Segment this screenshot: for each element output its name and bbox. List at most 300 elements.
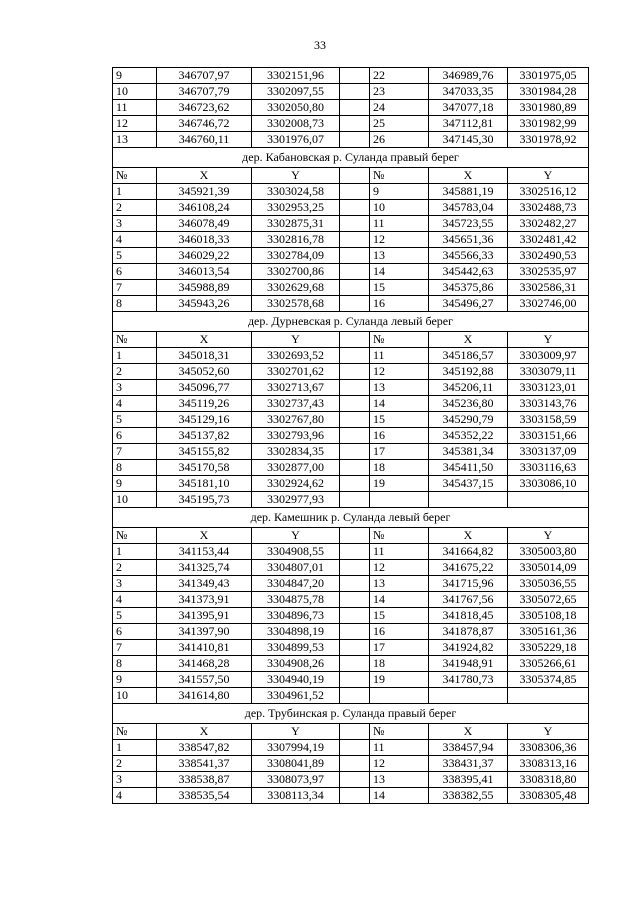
y-coordinate: 3305229,18	[508, 640, 589, 656]
x-coordinate: 345206,11	[429, 380, 508, 396]
x-coordinate: 341349,43	[157, 576, 252, 592]
point-number: 9	[113, 672, 157, 688]
y-coordinate: 3302578,68	[252, 296, 340, 312]
y-coordinate: 3302746,00	[508, 296, 589, 312]
x-coordinate: 341715,96	[429, 576, 508, 592]
x-coordinate: 346018,33	[157, 232, 252, 248]
table-row	[113, 444, 589, 460]
y-coordinate: 3308305,48	[508, 788, 589, 804]
table-row	[113, 788, 589, 804]
y-coordinate: 3305161,36	[508, 624, 589, 640]
table-row	[113, 116, 589, 132]
point-number: 7	[113, 280, 157, 296]
x-coordinate: 341325,74	[157, 560, 252, 576]
column-header-x: X	[429, 724, 508, 740]
spacer-cell	[340, 756, 370, 772]
section-title: дер. Камешник р. Суланда левый берег	[113, 508, 589, 528]
spacer-cell	[340, 216, 370, 232]
spacer-cell	[340, 280, 370, 296]
section-title: дер. Трубинская р. Суланда правый берег	[113, 704, 589, 724]
point-number: 1	[113, 544, 157, 560]
column-header-x: X	[429, 528, 508, 544]
y-coordinate: 3302535,97	[508, 264, 589, 280]
point-number: 3	[113, 216, 157, 232]
y-coordinate: 3303137,09	[508, 444, 589, 460]
y-coordinate: 3302050,80	[252, 100, 340, 116]
x-coordinate: 345119,26	[157, 396, 252, 412]
x-coordinate: 345442,63	[429, 264, 508, 280]
y-coordinate: 3302737,43	[252, 396, 340, 412]
table-row	[113, 296, 589, 312]
point-number: 18	[370, 656, 429, 672]
point-number: 12	[370, 560, 429, 576]
table-row	[113, 608, 589, 624]
y-coordinate: 3308041,89	[252, 756, 340, 772]
point-number: 14	[370, 396, 429, 412]
spacer-cell	[340, 688, 370, 704]
spacer-cell	[340, 132, 370, 148]
spacer-cell	[340, 544, 370, 560]
header-row	[113, 332, 589, 348]
point-number: 11	[113, 100, 157, 116]
x-coordinate: 346707,97	[157, 68, 252, 84]
column-header-x: X	[429, 168, 508, 184]
x-coordinate: 338395,41	[429, 772, 508, 788]
point-number: 12	[370, 364, 429, 380]
point-number: 23	[370, 84, 429, 100]
y-coordinate: 3302793,96	[252, 428, 340, 444]
point-number: 3	[113, 380, 157, 396]
page-number: 33	[314, 38, 326, 52]
table-row	[113, 216, 589, 232]
point-number: 3	[113, 576, 157, 592]
point-number: 8	[113, 656, 157, 672]
column-header-x: X	[157, 528, 252, 544]
spacer-cell	[340, 608, 370, 624]
spacer-cell	[340, 200, 370, 216]
x-coordinate: 345881,19	[429, 184, 508, 200]
y-coordinate: 3302693,52	[252, 348, 340, 364]
point-number: 6	[113, 624, 157, 640]
x-coordinate: 346029,22	[157, 248, 252, 264]
point-number: 14	[370, 592, 429, 608]
table-row	[113, 428, 589, 444]
column-header-number: №	[370, 332, 429, 348]
table-row	[113, 132, 589, 148]
point-number: 10	[113, 492, 157, 508]
y-coordinate: 3304875,78	[252, 592, 340, 608]
point-number: 11	[370, 348, 429, 364]
spacer-cell	[340, 640, 370, 656]
y-coordinate: 3304899,53	[252, 640, 340, 656]
column-header-number: №	[370, 724, 429, 740]
spacer-cell	[340, 68, 370, 84]
spacer-cell	[340, 332, 370, 348]
point-number: 13	[370, 380, 429, 396]
x-coordinate: 345137,82	[157, 428, 252, 444]
point-number: 5	[113, 248, 157, 264]
y-coordinate: 3302151,96	[252, 68, 340, 84]
x-coordinate: 345566,33	[429, 248, 508, 264]
spacer-cell	[340, 380, 370, 396]
point-number: 4	[113, 592, 157, 608]
y-coordinate: 3308318,80	[508, 772, 589, 788]
x-coordinate: 338382,55	[429, 788, 508, 804]
column-header-number: №	[113, 332, 157, 348]
y-coordinate: 3302586,31	[508, 280, 589, 296]
point-number: 9	[113, 476, 157, 492]
column-header-number: №	[113, 168, 157, 184]
point-number: 12	[113, 116, 157, 132]
table-row	[113, 200, 589, 216]
y-coordinate: 3307994,19	[252, 740, 340, 756]
table-row	[113, 348, 589, 364]
x-coordinate: 338547,82	[157, 740, 252, 756]
header-row	[113, 724, 589, 740]
point-number: 11	[370, 544, 429, 560]
point-number: 7	[113, 444, 157, 460]
column-header-number: №	[370, 168, 429, 184]
x-coordinate: 345988,89	[157, 280, 252, 296]
table-row	[113, 84, 589, 100]
table-row	[113, 560, 589, 576]
x-coordinate: 338535,54	[157, 788, 252, 804]
header-row	[113, 168, 589, 184]
y-coordinate: 3302816,78	[252, 232, 340, 248]
x-coordinate: 345290,79	[429, 412, 508, 428]
table-row	[113, 232, 589, 248]
table-row	[113, 592, 589, 608]
x-coordinate: 345783,04	[429, 200, 508, 216]
y-coordinate: 3304896,73	[252, 608, 340, 624]
section-title: дер. Дурневская р. Суланда левый берег	[113, 312, 589, 332]
x-coordinate: 341878,87	[429, 624, 508, 640]
y-coordinate: 3302097,55	[252, 84, 340, 100]
column-header-x: X	[157, 724, 252, 740]
y-coordinate: 3305014,09	[508, 560, 589, 576]
spacer-cell	[340, 184, 370, 200]
y-coordinate: 3304847,20	[252, 576, 340, 592]
header-row	[113, 528, 589, 544]
y-coordinate: 3308073,97	[252, 772, 340, 788]
section-title: дер. Кабановская р. Суланда правый берег	[113, 148, 589, 168]
point-number: 22	[370, 68, 429, 84]
x-coordinate: 345723,55	[429, 216, 508, 232]
spacer-cell	[340, 672, 370, 688]
point-number: 5	[113, 412, 157, 428]
y-coordinate: 3304940,19	[252, 672, 340, 688]
point-number: 12	[370, 756, 429, 772]
table-row	[113, 380, 589, 396]
x-coordinate: 347033,35	[429, 84, 508, 100]
y-coordinate: 3302516,12	[508, 184, 589, 200]
y-coordinate: 3304908,55	[252, 544, 340, 560]
point-number: 6	[113, 264, 157, 280]
table-row	[113, 656, 589, 672]
y-coordinate: 3308113,34	[252, 788, 340, 804]
x-coordinate: 345018,31	[157, 348, 252, 364]
point-number: 3	[113, 772, 157, 788]
x-coordinate: 345381,34	[429, 444, 508, 460]
point-number: 13	[113, 132, 157, 148]
x-coordinate: 346746,72	[157, 116, 252, 132]
point-number: 2	[113, 200, 157, 216]
y-coordinate	[508, 492, 589, 508]
table-row	[113, 460, 589, 476]
spacer-cell	[340, 100, 370, 116]
x-coordinate: 345186,57	[429, 348, 508, 364]
y-coordinate: 3305003,80	[508, 544, 589, 560]
x-coordinate: 345352,22	[429, 428, 508, 444]
spacer-cell	[340, 788, 370, 804]
spacer-cell	[340, 772, 370, 788]
table-row	[113, 364, 589, 380]
y-coordinate: 3302875,31	[252, 216, 340, 232]
table-row	[113, 576, 589, 592]
x-coordinate	[429, 688, 508, 704]
x-coordinate: 345052,60	[157, 364, 252, 380]
point-number: 4	[113, 232, 157, 248]
point-number: 14	[370, 788, 429, 804]
section-title-row	[113, 508, 589, 528]
point-number: 4	[113, 396, 157, 412]
table-row	[113, 672, 589, 688]
spacer-cell	[340, 248, 370, 264]
point-number: 5	[113, 608, 157, 624]
column-header-y: Y	[508, 332, 589, 348]
table-row	[113, 476, 589, 492]
point-number: 17	[370, 444, 429, 460]
point-number: 11	[370, 216, 429, 232]
column-header-y: Y	[508, 724, 589, 740]
point-number: 1	[113, 184, 157, 200]
y-coordinate: 3303024,58	[252, 184, 340, 200]
y-coordinate: 3302953,25	[252, 200, 340, 216]
point-number: 2	[113, 560, 157, 576]
y-coordinate: 3303079,11	[508, 364, 589, 380]
x-coordinate: 347112,81	[429, 116, 508, 132]
point-number: 25	[370, 116, 429, 132]
y-coordinate: 3303143,76	[508, 396, 589, 412]
y-coordinate: 3305108,18	[508, 608, 589, 624]
spacer-cell	[340, 560, 370, 576]
y-coordinate: 3302767,80	[252, 412, 340, 428]
y-coordinate: 3303123,01	[508, 380, 589, 396]
x-coordinate: 346013,54	[157, 264, 252, 280]
y-coordinate: 3308313,16	[508, 756, 589, 772]
point-number: 18	[370, 460, 429, 476]
x-coordinate: 341373,91	[157, 592, 252, 608]
spacer-cell	[340, 528, 370, 544]
column-header-y: Y	[508, 528, 589, 544]
spacer-cell	[340, 460, 370, 476]
point-number: 14	[370, 264, 429, 280]
x-coordinate: 346723,62	[157, 100, 252, 116]
section-title-row	[113, 312, 589, 332]
point-number: 9	[113, 68, 157, 84]
y-coordinate: 3301984,28	[508, 84, 589, 100]
table-row	[113, 740, 589, 756]
x-coordinate: 345236,80	[429, 396, 508, 412]
point-number: 16	[370, 624, 429, 640]
y-coordinate: 3302700,86	[252, 264, 340, 280]
table-row	[113, 640, 589, 656]
y-coordinate: 3302977,93	[252, 492, 340, 508]
x-coordinate: 338431,37	[429, 756, 508, 772]
column-header-x: X	[429, 332, 508, 348]
y-coordinate: 3305266,61	[508, 656, 589, 672]
point-number: 2	[113, 364, 157, 380]
x-coordinate: 346108,24	[157, 200, 252, 216]
y-coordinate: 3301978,92	[508, 132, 589, 148]
x-coordinate: 346760,11	[157, 132, 252, 148]
point-number: 15	[370, 280, 429, 296]
point-number: 8	[113, 296, 157, 312]
x-coordinate: 341780,73	[429, 672, 508, 688]
x-coordinate: 338457,94	[429, 740, 508, 756]
spacer-cell	[340, 296, 370, 312]
point-number: 15	[370, 608, 429, 624]
y-coordinate: 3305036,55	[508, 576, 589, 592]
y-coordinate	[508, 688, 589, 704]
y-coordinate: 3302784,09	[252, 248, 340, 264]
y-coordinate: 3303009,97	[508, 348, 589, 364]
column-header-number: №	[370, 528, 429, 544]
table-row	[113, 248, 589, 264]
point-number: 10	[113, 84, 157, 100]
section-title-row	[113, 148, 589, 168]
table-row	[113, 264, 589, 280]
point-number: 16	[370, 428, 429, 444]
point-number: 10	[370, 200, 429, 216]
x-coordinate: 338541,37	[157, 756, 252, 772]
point-number: 10	[113, 688, 157, 704]
y-coordinate: 3302834,35	[252, 444, 340, 460]
y-coordinate: 3302629,68	[252, 280, 340, 296]
y-coordinate: 3303158,59	[508, 412, 589, 428]
spacer-cell	[340, 168, 370, 184]
y-coordinate: 3303086,10	[508, 476, 589, 492]
column-header-x: X	[157, 168, 252, 184]
coordinates-table-body	[113, 68, 589, 804]
x-coordinate: 345096,77	[157, 380, 252, 396]
point-number: 9	[370, 184, 429, 200]
x-coordinate: 345651,36	[429, 232, 508, 248]
y-coordinate: 3301975,05	[508, 68, 589, 84]
table-row	[113, 544, 589, 560]
spacer-cell	[340, 264, 370, 280]
y-coordinate: 3302701,62	[252, 364, 340, 380]
x-coordinate: 346707,79	[157, 84, 252, 100]
point-number	[370, 492, 429, 508]
section-title-row	[113, 704, 589, 724]
spacer-cell	[340, 84, 370, 100]
spacer-cell	[340, 492, 370, 508]
spacer-cell	[340, 592, 370, 608]
x-coordinate: 341468,28	[157, 656, 252, 672]
table-row	[113, 100, 589, 116]
y-coordinate: 3302481,42	[508, 232, 589, 248]
x-coordinate: 347145,30	[429, 132, 508, 148]
spacer-cell	[340, 740, 370, 756]
point-number: 1	[113, 348, 157, 364]
x-coordinate: 341557,50	[157, 672, 252, 688]
y-coordinate: 3302490,53	[508, 248, 589, 264]
x-coordinate: 347077,18	[429, 100, 508, 116]
point-number: 16	[370, 296, 429, 312]
spacer-cell	[340, 396, 370, 412]
y-coordinate: 3302482,27	[508, 216, 589, 232]
x-coordinate: 346989,76	[429, 68, 508, 84]
spacer-cell	[340, 444, 370, 460]
x-coordinate: 345170,58	[157, 460, 252, 476]
x-coordinate: 345192,88	[429, 364, 508, 380]
x-coordinate: 341395,91	[157, 608, 252, 624]
x-coordinate: 346078,49	[157, 216, 252, 232]
x-coordinate: 341614,80	[157, 688, 252, 704]
x-coordinate: 345437,15	[429, 476, 508, 492]
y-coordinate: 3302877,00	[252, 460, 340, 476]
x-coordinate: 341675,22	[429, 560, 508, 576]
y-coordinate: 3304898,19	[252, 624, 340, 640]
point-number: 1	[113, 740, 157, 756]
spacer-cell	[340, 364, 370, 380]
table-row	[113, 396, 589, 412]
point-number: 13	[370, 576, 429, 592]
y-coordinate: 3302008,73	[252, 116, 340, 132]
table-row	[113, 68, 589, 84]
point-number: 12	[370, 232, 429, 248]
point-number	[370, 688, 429, 704]
point-number: 6	[113, 428, 157, 444]
x-coordinate: 341397,90	[157, 624, 252, 640]
column-header-y: Y	[252, 724, 340, 740]
y-coordinate: 3305374,85	[508, 672, 589, 688]
spacer-cell	[340, 428, 370, 444]
y-coordinate: 3301976,07	[252, 132, 340, 148]
y-coordinate: 3301982,99	[508, 116, 589, 132]
table-row	[113, 280, 589, 296]
y-coordinate: 3308306,36	[508, 740, 589, 756]
spacer-cell	[340, 476, 370, 492]
column-header-y: Y	[252, 168, 340, 184]
point-number: 15	[370, 412, 429, 428]
coordinates-table	[112, 67, 589, 804]
point-number: 2	[113, 756, 157, 772]
y-coordinate: 3301980,89	[508, 100, 589, 116]
point-number: 19	[370, 672, 429, 688]
x-coordinate: 345411,50	[429, 460, 508, 476]
x-coordinate: 341924,82	[429, 640, 508, 656]
y-coordinate: 3303116,63	[508, 460, 589, 476]
y-coordinate: 3304961,52	[252, 688, 340, 704]
spacer-cell	[340, 656, 370, 672]
spacer-cell	[340, 624, 370, 640]
x-coordinate: 341767,56	[429, 592, 508, 608]
spacer-cell	[340, 576, 370, 592]
point-number: 17	[370, 640, 429, 656]
y-coordinate: 3303151,66	[508, 428, 589, 444]
spacer-cell	[340, 724, 370, 740]
x-coordinate: 341410,81	[157, 640, 252, 656]
x-coordinate: 345375,86	[429, 280, 508, 296]
y-coordinate: 3302713,67	[252, 380, 340, 396]
point-number: 11	[370, 740, 429, 756]
point-number: 13	[370, 248, 429, 264]
y-coordinate: 3302488,73	[508, 200, 589, 216]
spacer-cell	[340, 412, 370, 428]
x-coordinate: 341153,44	[157, 544, 252, 560]
